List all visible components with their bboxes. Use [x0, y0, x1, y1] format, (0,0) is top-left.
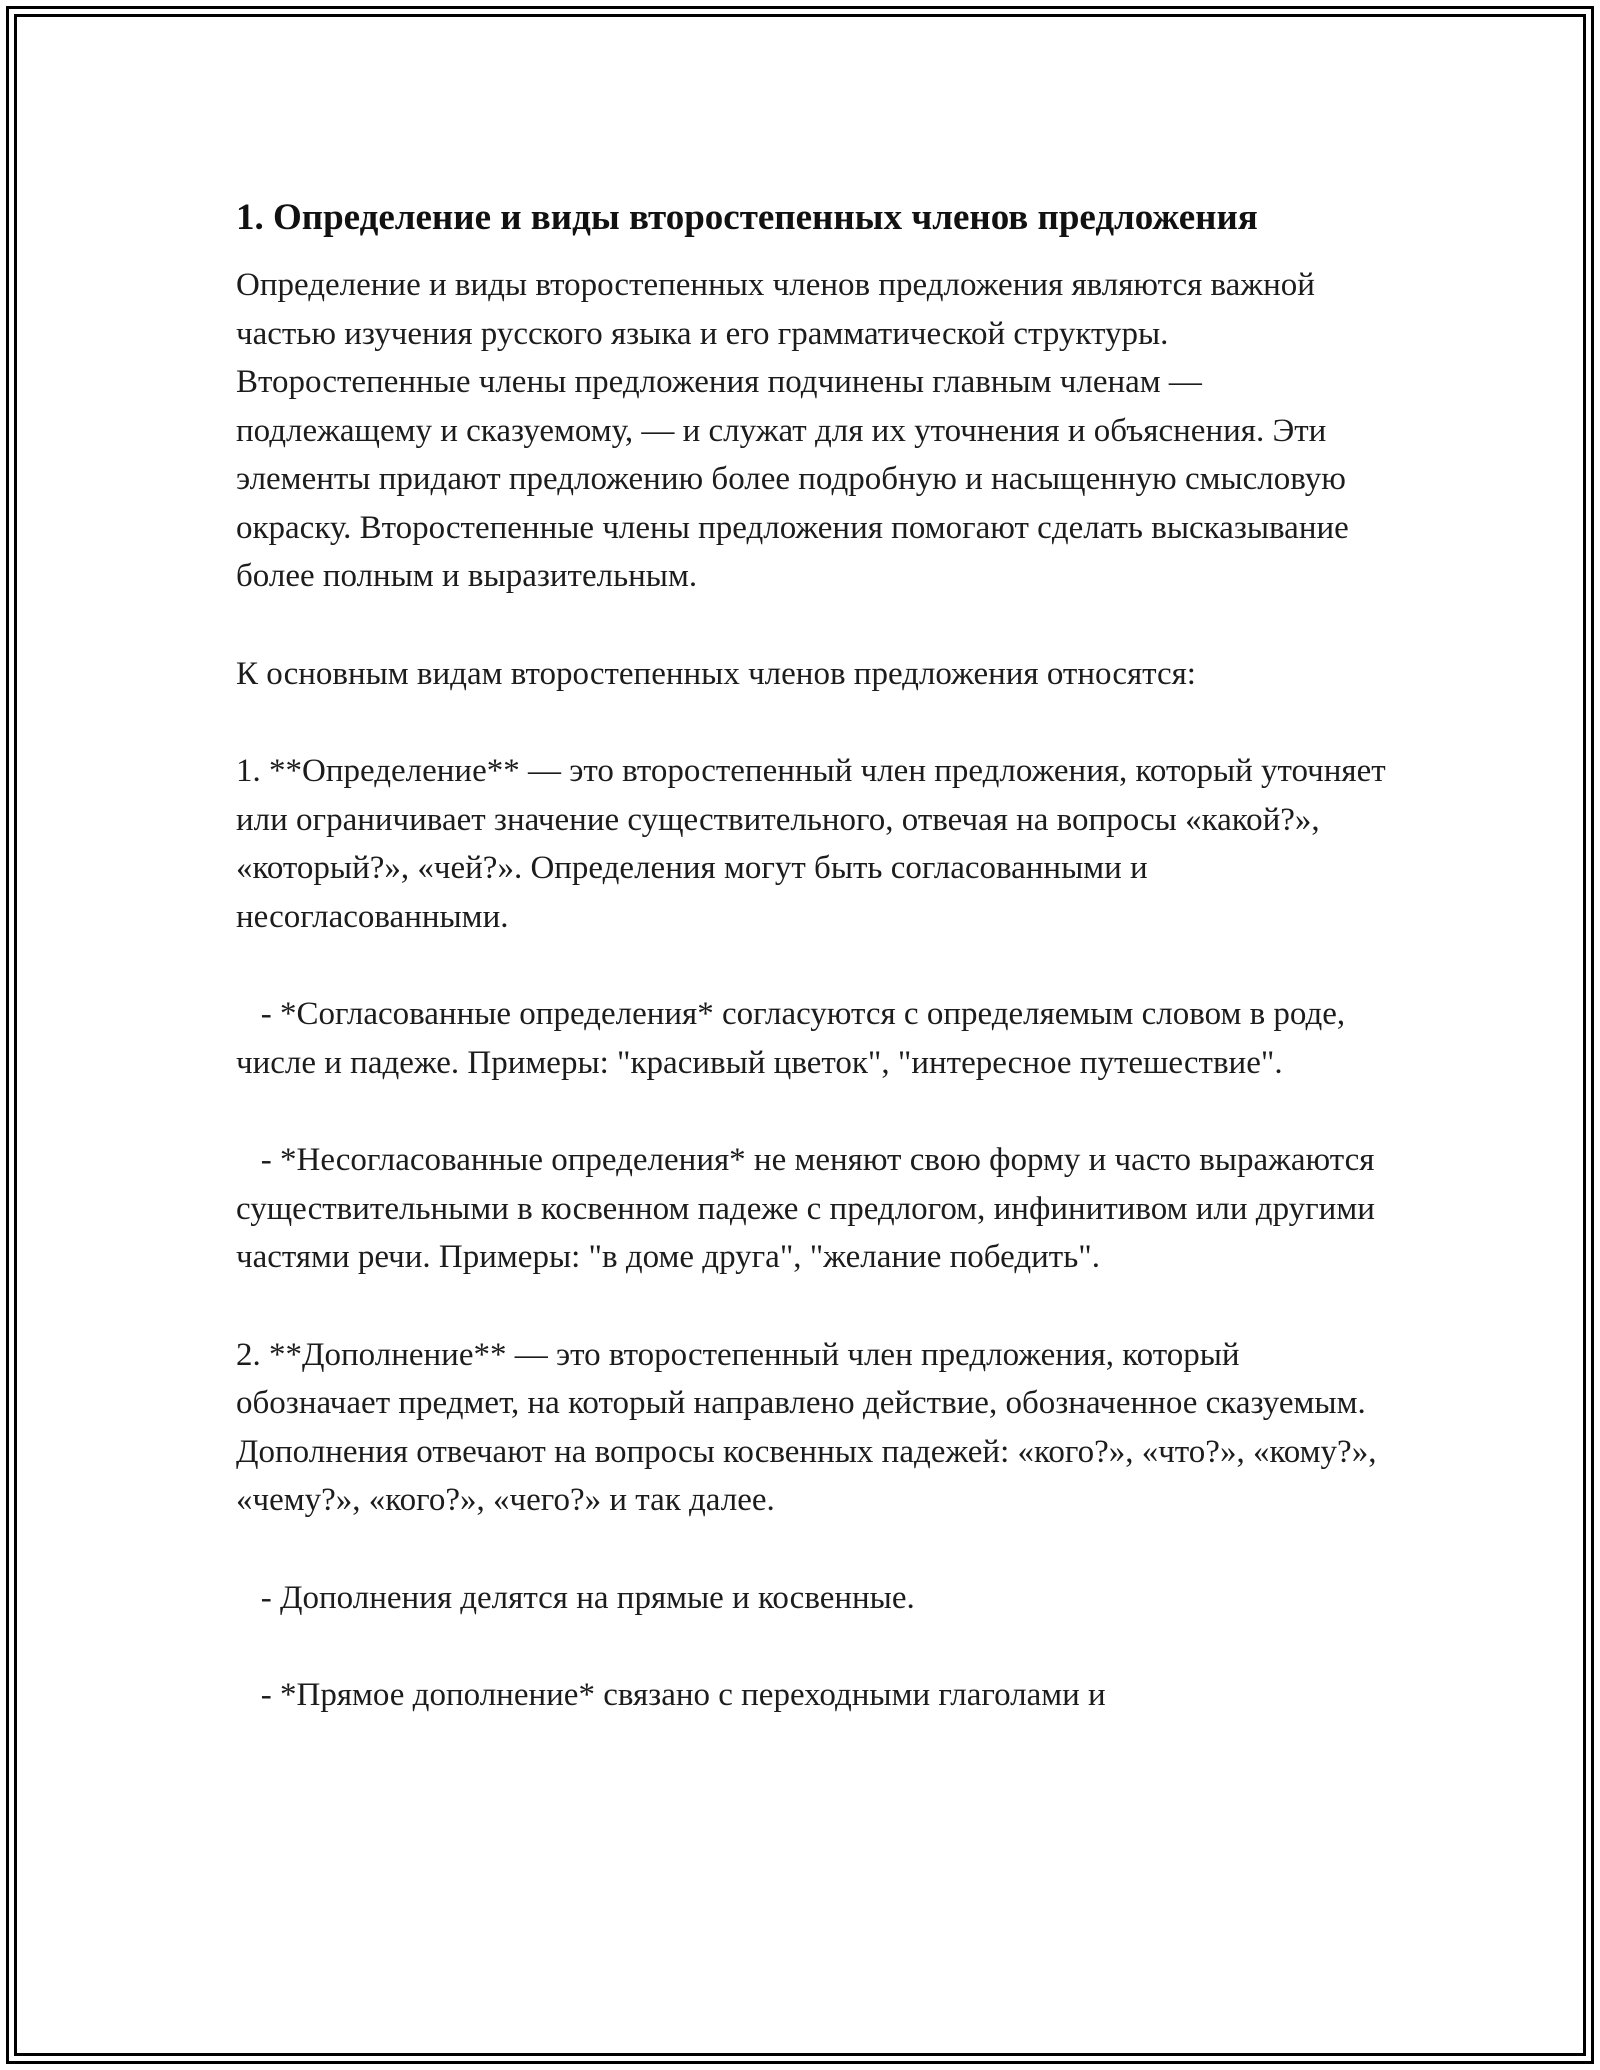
document-body	[236, 190, 1394, 1720]
paragraph-intro: Определение и виды второстепенных членов предложения являются важной частью изучения русского языка и его грамматической структуры. Второстепенные члены предложения подчинены главным членам — подлежащему и сказуемому, — и служат для их уточнения и объяснения. Эти элементы придают предложению более подробную и насыщенную смысловую окраску. Второстепенные члены предложения помогают сделать высказывание более полным и выразительным.	[236, 267, 1358, 594]
sub-item-direct-object: - *Прямое дополнение* связано с переходными глаголами и	[236, 1677, 1106, 1713]
sub-item-agreed-definitions: - *Согласованные определения* согласуются с определяемым словом в роде, числе и падеже. Примеры: "красивый цветок", "интересное путешествие".	[236, 996, 1354, 1081]
sub-item-unagreed-definitions: - *Несогласованные определения* не меняют свою форму и часто выражаются существительными в косвенном падеже с предлогом, инфинитивом или другими частями речи. Примеры: "в доме друга", "желание победить".	[236, 1142, 1384, 1275]
section-title: 1. Определение и виды второстепенных членов предложения	[236, 197, 1258, 238]
paragraph-types-lead: К основным видам второстепенных членов предложения относятся:	[236, 655, 1196, 692]
list-item-definition: 1. **Определение** — это второстепенный член предложения, который уточняет или ограничивает значение существительного, отвечая на вопросы «какой?», «который?», «чей?». Определения могут быть согласованными и несогласованными.	[236, 753, 1394, 935]
list-item-object: 2. **Дополнение** — это второстепенный член предложения, который обозначает предмет, на который направлено действие, обозначенное сказуемым. Дополнения отвечают на вопросы косвенных падежей: «кого?», «что?», «кому?», «чему?», «кого?», «чего?» и так далее.	[236, 1336, 1385, 1518]
sub-item-object-kinds: - Дополнения делятся на прямые и косвенные.	[236, 1579, 915, 1616]
